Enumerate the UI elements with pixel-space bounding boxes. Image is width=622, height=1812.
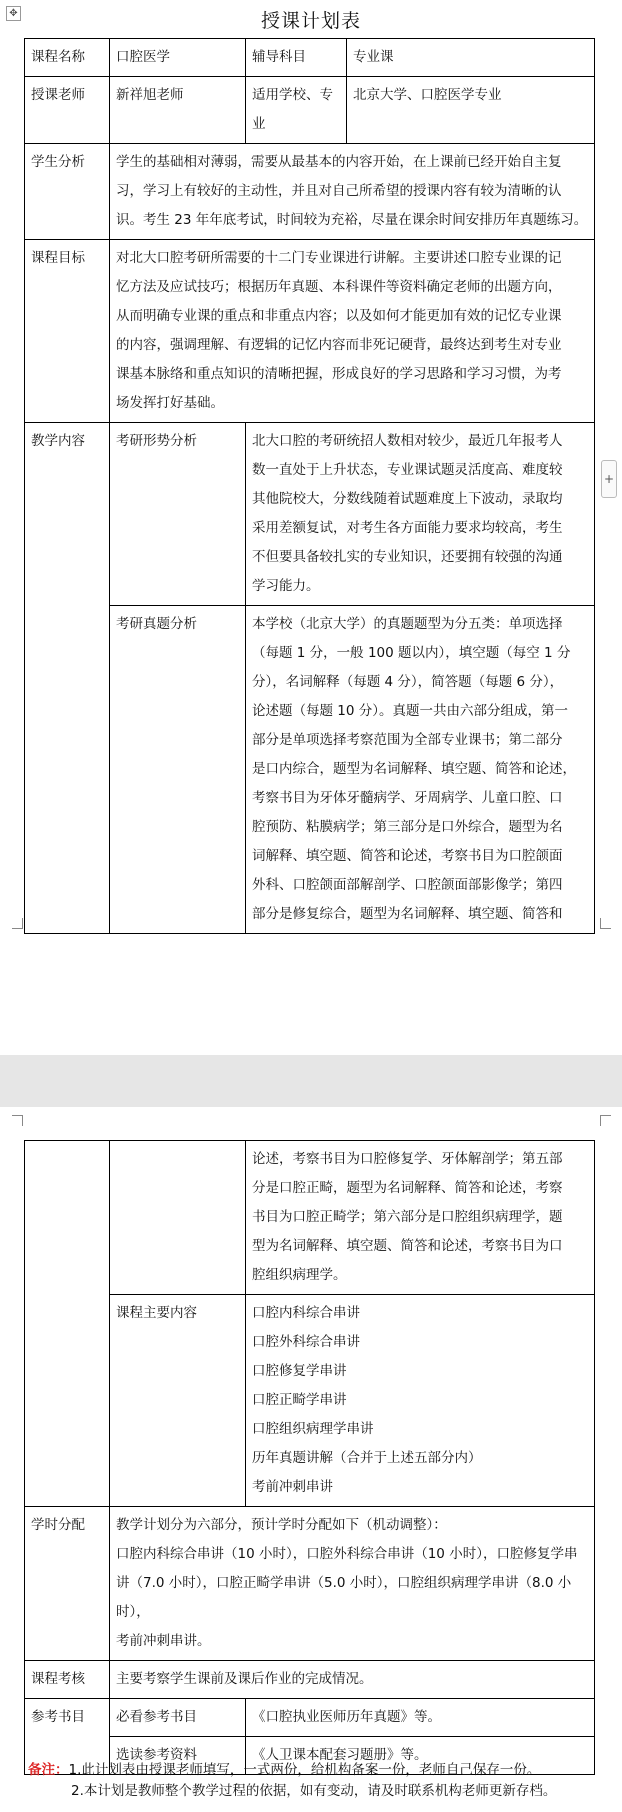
text-line: 是口内综合，题型为名词解释、填空题、简答和论述， bbox=[252, 761, 576, 777]
optional-reading-label: 选读参考资料 bbox=[110, 1737, 246, 1775]
text-line: 忆方法及应试技巧；根据历年真题、本科课件等资料确定老师的出题方向， bbox=[116, 279, 562, 295]
main-content-list[interactable] bbox=[246, 1295, 595, 1507]
text-line: 论述，考察书目为口腔修复学、牙体解剖学；第五部 bbox=[252, 1151, 563, 1167]
table-row bbox=[25, 240, 595, 423]
course-name-label: 课程名称 bbox=[25, 39, 110, 77]
page-corner-mark bbox=[12, 1115, 23, 1126]
student-analysis-label: 学生分析 bbox=[25, 144, 110, 240]
text-line: 腔组织病理学。 bbox=[252, 1267, 347, 1283]
text-line: 教学计划分为六部分，预计学时分配如下（机动调整）： bbox=[116, 1517, 447, 1533]
exam-analysis-label: 考研真题分析 bbox=[110, 606, 246, 934]
text-line: 不但要具备较扎实的专业知识，还要拥有较强的沟通 bbox=[252, 549, 563, 565]
text-line: 本学校（北京大学）的真题题型为分五类：单项选择 bbox=[252, 616, 563, 632]
exam-analysis-lines bbox=[252, 610, 588, 929]
hours-label: 学时分配 bbox=[25, 1507, 110, 1661]
course-goal-text[interactable] bbox=[110, 240, 595, 423]
school-value[interactable]: 北京大学、口腔医学专业 bbox=[347, 77, 595, 144]
text-line: 口腔正畸学串讲 bbox=[252, 1392, 347, 1408]
page-corner-mark bbox=[12, 918, 23, 929]
must-read-value[interactable]: 《口腔执业医师历年真题》等。 bbox=[246, 1699, 595, 1737]
table-row bbox=[25, 1295, 595, 1507]
text-line: 词解释、填空题、简答和论述，考察书目为口腔颌面 bbox=[252, 848, 563, 864]
reference-books-label: 参考书目 bbox=[25, 1699, 110, 1775]
remarks-label: 备注： bbox=[28, 1762, 69, 1778]
table-move-handle-icon[interactable]: ✥ bbox=[6, 6, 21, 21]
exam-analysis-continued-label bbox=[110, 1141, 246, 1295]
exam-analysis-text-continued[interactable] bbox=[246, 1141, 595, 1295]
assessment-text[interactable]: 主要考察学生课前及课后作业的完成情况。 bbox=[110, 1661, 595, 1699]
text-line: 外科、口腔颌面部解剖学、口腔颌面部影像学；第四 bbox=[252, 877, 563, 893]
student-analysis-lines bbox=[116, 148, 588, 235]
text-line: 考前冲刺串讲。 bbox=[116, 1633, 211, 1649]
exam-analysis-lines-continued bbox=[252, 1145, 588, 1290]
text-line: 型为名词解释、填空题、简答和论述，考察书目为口 bbox=[252, 1238, 563, 1254]
text-line: 课基本脉络和重点知识的清晰把握，形成良好的学习思路和学习习惯，为考 bbox=[116, 366, 562, 382]
text-line: 讲（7.0 小时），口腔正畸学串讲（5.0 小时），口腔组织病理学串讲（8.0 小时）， bbox=[116, 1575, 572, 1620]
subject-value[interactable]: 专业课 bbox=[347, 39, 595, 77]
table-row bbox=[25, 144, 595, 240]
table-row bbox=[25, 423, 595, 606]
table-row bbox=[25, 1661, 595, 1699]
table-row bbox=[25, 606, 595, 934]
text-line: 的内容，强调理解、有逻辑的记忆内容而非死记硬背，最终达到考生对专业 bbox=[116, 337, 562, 353]
text-line: 口腔外科综合串讲 bbox=[252, 1334, 360, 1350]
optional-reading-value[interactable]: 《人卫课本配套习题册》等。 bbox=[246, 1737, 595, 1775]
hours-lines bbox=[116, 1511, 588, 1656]
assessment-label: 课程考核 bbox=[25, 1661, 110, 1699]
text-line: 口腔内科综合串讲（10 小时），口腔外科综合串讲（10 小时），口腔修复学串 bbox=[116, 1546, 578, 1562]
exam-trend-label: 考研形势分析 bbox=[110, 423, 246, 606]
table-row bbox=[25, 39, 595, 77]
text-line: 对北大口腔考研所需要的十二门专业课进行讲解。主要讲述口腔专业课的记 bbox=[116, 250, 562, 266]
exam-analysis-text[interactable] bbox=[246, 606, 595, 934]
text-line: 口腔内科综合串讲 bbox=[252, 1305, 360, 1321]
table-row bbox=[25, 1507, 595, 1661]
page-corner-mark bbox=[600, 918, 611, 929]
text-line: 从而明确专业课的重点和非重点内容；以及如何才能更加有效的记忆专业课 bbox=[116, 308, 562, 324]
teacher-value[interactable]: 新祥旭老师 bbox=[110, 77, 246, 144]
table-row bbox=[25, 77, 595, 144]
course-name-value[interactable]: 口腔医学 bbox=[110, 39, 246, 77]
text-line: 场发挥打好基础。 bbox=[116, 395, 224, 411]
text-line: 识。考生 23 年年底考试，时间较为充裕，尽量在课余时间安排历年真题练习。 bbox=[116, 212, 588, 228]
text-line: 分），名词解释（每题 4 分），简答题（每题 6 分）， bbox=[252, 674, 564, 690]
must-read-label: 必看参考书目 bbox=[110, 1699, 246, 1737]
student-analysis-text[interactable] bbox=[110, 144, 595, 240]
text-line: 采用差额复试，对考生各方面能力要求均较高，考生 bbox=[252, 520, 563, 536]
text-line: 习，学习上有较好的主动性，并且对自己所希望的授课内容有较为清晰的认 bbox=[116, 183, 562, 199]
text-line: 分是口腔正畸，题型为名词解释、简答和论述，考察 bbox=[252, 1180, 563, 1196]
text-line: （每题 1 分，一般 100 题以内），填空题（每空 1 分 bbox=[252, 645, 571, 661]
text-line: 部分是修复综合，题型为名词解释、填空题、简答和 bbox=[252, 906, 563, 922]
document-page-2 bbox=[0, 1107, 622, 1812]
page-gap bbox=[0, 1055, 622, 1107]
page-title: 授课计划表 bbox=[260, 10, 361, 32]
text-line: 书目为口腔正畸学；第六部分是口腔组织病理学，题 bbox=[252, 1209, 563, 1225]
course-goal-lines bbox=[116, 244, 588, 418]
main-content-label: 课程主要内容 bbox=[110, 1295, 246, 1507]
text-line: 学习能力。 bbox=[252, 578, 320, 594]
subject-label: 辅导科目 bbox=[246, 39, 347, 77]
remarks-line-1: 1.此计划表由授课老师填写，一式两份，给机构备案一份，老师自己保存一份。 bbox=[68, 1762, 541, 1778]
table-row bbox=[25, 1699, 595, 1737]
teaching-content-continued bbox=[25, 1141, 110, 1507]
remarks bbox=[28, 1760, 598, 1802]
add-row-icon[interactable]: + bbox=[601, 460, 617, 498]
exam-trend-lines bbox=[252, 427, 588, 601]
text-line: 口腔组织病理学串讲 bbox=[252, 1421, 374, 1437]
text-line: 考察书目为牙体牙髓病学、牙周病学、儿童口腔、口 bbox=[252, 790, 563, 806]
text-line: 其他院校大，分数线随着试题难度上下波动，录取均 bbox=[252, 491, 563, 507]
text-line: 考前冲刺串讲 bbox=[252, 1479, 333, 1495]
text-line: 北大口腔的考研统招人数相对较少，最近几年报考人 bbox=[252, 433, 563, 449]
hours-text[interactable] bbox=[110, 1507, 595, 1661]
plan-table-part-2 bbox=[24, 1140, 595, 1775]
school-label: 适用学校、专业 bbox=[246, 77, 347, 144]
teaching-content-label: 教学内容 bbox=[25, 423, 110, 934]
course-goal-label: 课程目标 bbox=[25, 240, 110, 423]
text-line: 部分是单项选择考察范围为全部专业课书；第二部分 bbox=[252, 732, 563, 748]
text-line: 腔预防、粘膜病学；第三部分是口外综合，题型为名 bbox=[252, 819, 563, 835]
table-row bbox=[25, 1141, 595, 1295]
remarks-line-2: 2.本计划是教师整个教学过程的依据，如有变动，请及时联系机构老师更新存档。 bbox=[71, 1783, 557, 1799]
exam-trend-text[interactable] bbox=[246, 423, 595, 606]
text-line: 论述题（每题 10 分）。真题一共由六部分组成，第一 bbox=[252, 703, 569, 719]
main-content-items bbox=[252, 1299, 588, 1502]
text-line: 历年真题讲解（合并于上述五部分内） bbox=[252, 1450, 482, 1466]
page-corner-mark bbox=[600, 1115, 611, 1126]
teacher-label: 授课老师 bbox=[25, 77, 110, 144]
plan-table-part-1 bbox=[24, 38, 595, 934]
text-line: 学生的基础相对薄弱，需要从最基本的内容开始，在上课前已经开始自主复 bbox=[116, 154, 562, 170]
text-line: 口腔修复学串讲 bbox=[252, 1363, 347, 1379]
text-line: 数一直处于上升状态，专业课试题灵活度高、难度较 bbox=[252, 462, 563, 478]
